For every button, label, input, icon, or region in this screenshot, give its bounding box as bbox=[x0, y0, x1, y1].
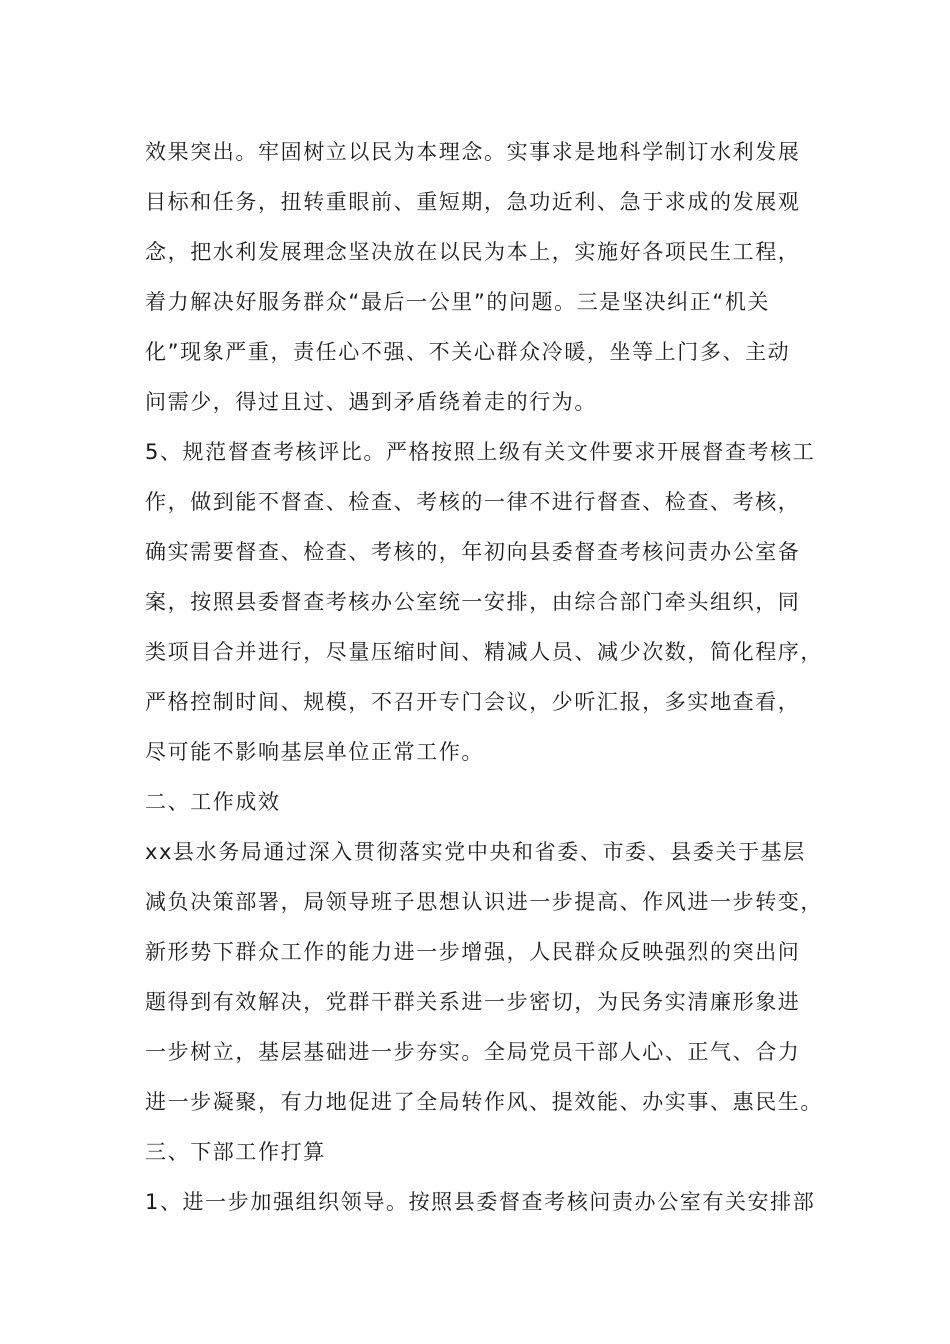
item-1-heading-line: 1、进一步加强组织领导。按照县委督查考核问责办公室有关安排部 bbox=[145, 1190, 816, 1214]
body-line: 念，把水利发展理念坚决放在以民为本上，实施好各项民生工程， bbox=[145, 240, 801, 264]
body-line: xx县水务局通过深入贯彻落实党中央和省委、市委、县委关于基层 bbox=[145, 840, 806, 864]
body-line: 类项目合并进行，尽量压缩时间、精减人员、减少次数，简化程序， bbox=[145, 640, 823, 664]
body-line: 进一步凝聚，有力地促进了全局转作风、提效能、办实事、惠民生。 bbox=[145, 1090, 823, 1114]
item-5-heading-line: 5、规范督查考核评比。严格按照上级有关文件要求开展督查考核工 bbox=[145, 440, 816, 464]
body-line: 案，按照县委督查考核办公室统一安排，由综合部门牵头组织，同 bbox=[145, 590, 801, 614]
body-line: 确实需要督查、检查、考核的，年初向县委督查考核问责办公室备 bbox=[145, 540, 801, 564]
body-line: 作，做到能不督查、检查、考核的一律不进行督查、检查、考核， bbox=[145, 490, 801, 514]
body-line: 减负决策部署，局领导班子思想认识进一步提高、作风进一步转变， bbox=[145, 890, 823, 914]
body-line: 问需少，得过且过、遇到矛盾绕着走的行为。 bbox=[145, 390, 597, 414]
document-body bbox=[145, 127, 825, 1227]
body-line: 一步树立，基层基础进一步夯实。全局党员干部人心、正气、合力 bbox=[145, 1040, 801, 1064]
body-line: 题得到有效解决，党群干群关系进一步密切，为民务实清廉形象进 bbox=[145, 990, 801, 1014]
body-line: 化”现象严重，责任心不强、不关心群众冷暖，坐等上门多、主动 bbox=[145, 340, 791, 364]
body-line: 严格控制时间、规模，不召开专门会议，少听汇报，多实地查看， bbox=[145, 690, 801, 714]
body-line: 新形势下群众工作的能力进一步增强，人民群众反映强烈的突出问 bbox=[145, 940, 801, 964]
body-line: 目标和任务，扭转重眼前、重短期，急功近利、急于求成的发展观 bbox=[145, 190, 801, 214]
body-line: 尽可能不影响基层单位正常工作。 bbox=[145, 740, 484, 764]
body-line: 着力解决好服务群众“最后一公里”的问题。三是坚决纠正“机关 bbox=[145, 290, 771, 314]
body-line: 效果突出。牢固树立以民为本理念。实事求是地科学制订水利发展 bbox=[145, 140, 801, 164]
section-heading-work-results: 二、工作成效 bbox=[145, 790, 281, 814]
section-heading-next-plans: 三、下部工作打算 bbox=[145, 1140, 326, 1164]
